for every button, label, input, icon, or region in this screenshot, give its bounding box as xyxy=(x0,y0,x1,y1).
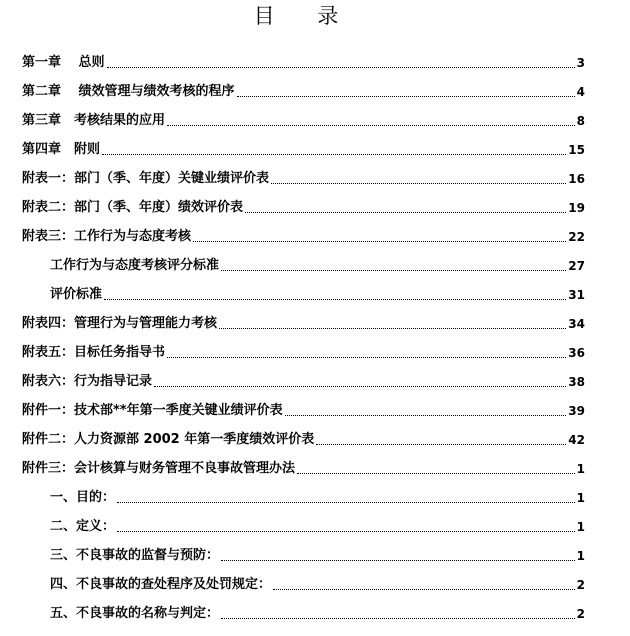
toc-page-number: 27 xyxy=(568,259,585,273)
toc-entry-label: 一、目的： xyxy=(50,490,116,505)
toc-entry-label: 附表六：行为指导记录 xyxy=(22,374,153,389)
toc-entry-label: 附表一：部门（季、年度）关键业绩评价表 xyxy=(22,171,270,186)
toc-entry[interactable] xyxy=(22,108,585,130)
toc-dot-leader xyxy=(221,560,575,561)
toc-dot-leader xyxy=(297,473,575,474)
toc-dot-leader xyxy=(193,241,566,242)
toc-page-number: 1 xyxy=(576,549,585,563)
toc-page-number: 22 xyxy=(568,230,585,244)
toc-dot-leader xyxy=(219,328,566,329)
toc-page-number: 1 xyxy=(576,520,585,534)
toc-dot-leader xyxy=(154,386,566,387)
toc-entry[interactable] xyxy=(22,369,585,391)
toc-dot-leader xyxy=(285,415,567,416)
toc-entry[interactable] xyxy=(22,137,585,159)
toc-subentry[interactable] xyxy=(50,253,585,275)
toc-page-number: 31 xyxy=(568,288,585,302)
toc-dot-leader xyxy=(102,154,566,155)
toc-entry-label: 附件三：会计核算与财务管理不良事故管理办法 xyxy=(22,461,296,476)
document-title: 目 录 xyxy=(253,4,357,28)
toc-page-number: 1 xyxy=(576,491,585,505)
toc-entry-label: 五、不良事故的名称与判定： xyxy=(50,606,220,621)
toc-dot-leader xyxy=(167,125,575,126)
toc-page-number: 3 xyxy=(576,56,585,70)
toc-page-number: 4 xyxy=(576,85,585,99)
toc-dot-leader xyxy=(167,357,566,358)
toc-entry-label: 工作行为与态度考核评分标准 xyxy=(50,258,220,273)
toc-entry-label: 四、不良事故的查处程序及处罚规定： xyxy=(50,577,272,592)
toc-entry-label: 第四章 附则 xyxy=(22,142,101,157)
toc-dot-leader xyxy=(237,96,575,97)
toc-dot-leader xyxy=(221,270,566,271)
toc-dot-leader xyxy=(104,299,566,300)
toc-subentry[interactable] xyxy=(50,514,585,536)
toc-dot-leader xyxy=(245,212,566,213)
toc-page-number: 2 xyxy=(576,578,585,592)
toc-entry[interactable] xyxy=(22,166,585,188)
toc-entry[interactable] xyxy=(22,456,585,478)
toc-entry-label: 附表二：部门（季、年度）绩效评价表 xyxy=(22,200,244,215)
toc-entry[interactable] xyxy=(22,340,585,362)
toc-entry[interactable] xyxy=(22,224,585,246)
toc-dot-leader xyxy=(107,67,575,68)
toc-page-number: 39 xyxy=(568,404,585,418)
toc-dot-leader xyxy=(117,502,575,503)
toc-page-number: 34 xyxy=(568,317,585,331)
toc-entry-label: 附表三：工作行为与态度考核 xyxy=(22,229,192,244)
toc-subentry[interactable] xyxy=(50,543,585,565)
toc-page-number: 15 xyxy=(568,143,585,157)
toc-page-number: 19 xyxy=(568,201,585,215)
toc-page-number: 42 xyxy=(568,433,585,447)
toc-entry[interactable] xyxy=(22,50,585,72)
toc-subentry[interactable] xyxy=(50,282,585,304)
toc-dot-leader xyxy=(316,444,566,445)
toc-entry-label: 第一章 总则 xyxy=(22,55,105,70)
toc-entry-label: 附件二：人力资源部 2002 年第一季度绩效评价表 xyxy=(22,432,315,447)
toc-page-number: 2 xyxy=(576,607,585,621)
toc-entry-label: 第二章 绩效管理与绩效考核的程序 xyxy=(22,84,235,99)
toc-entry[interactable] xyxy=(22,79,585,101)
toc-entry[interactable] xyxy=(22,195,585,217)
toc-entry-label: 二、定义： xyxy=(50,519,116,534)
toc-page-number: 38 xyxy=(568,375,585,389)
toc-entry-label: 附表五：目标任务指导书 xyxy=(22,345,166,360)
toc-subentry[interactable] xyxy=(50,485,585,507)
toc-page-number: 8 xyxy=(576,114,585,128)
toc-dot-leader xyxy=(271,183,566,184)
toc-dot-leader xyxy=(273,589,575,590)
toc-subentry[interactable] xyxy=(50,601,585,623)
toc-entry[interactable] xyxy=(22,427,585,449)
toc-entry-label: 评价标准 xyxy=(50,287,103,302)
toc-page-number: 36 xyxy=(568,346,585,360)
toc-entry-label: 第三章 考核结果的应用 xyxy=(22,113,166,128)
toc-page-number: 16 xyxy=(568,172,585,186)
toc-entry[interactable] xyxy=(22,398,585,420)
toc-entry-label: 附表四：管理行为与管理能力考核 xyxy=(22,316,218,331)
toc-page-number: 1 xyxy=(576,462,585,476)
toc-entry-label: 附件一：技术部**年第一季度关键业绩评价表 xyxy=(22,403,283,418)
toc-dot-leader xyxy=(117,531,575,532)
toc-subentry[interactable] xyxy=(50,572,585,594)
toc-entry-label: 三、不良事故的监督与预防： xyxy=(50,548,220,563)
toc-dot-leader xyxy=(221,618,575,619)
toc-entry[interactable] xyxy=(22,311,585,333)
